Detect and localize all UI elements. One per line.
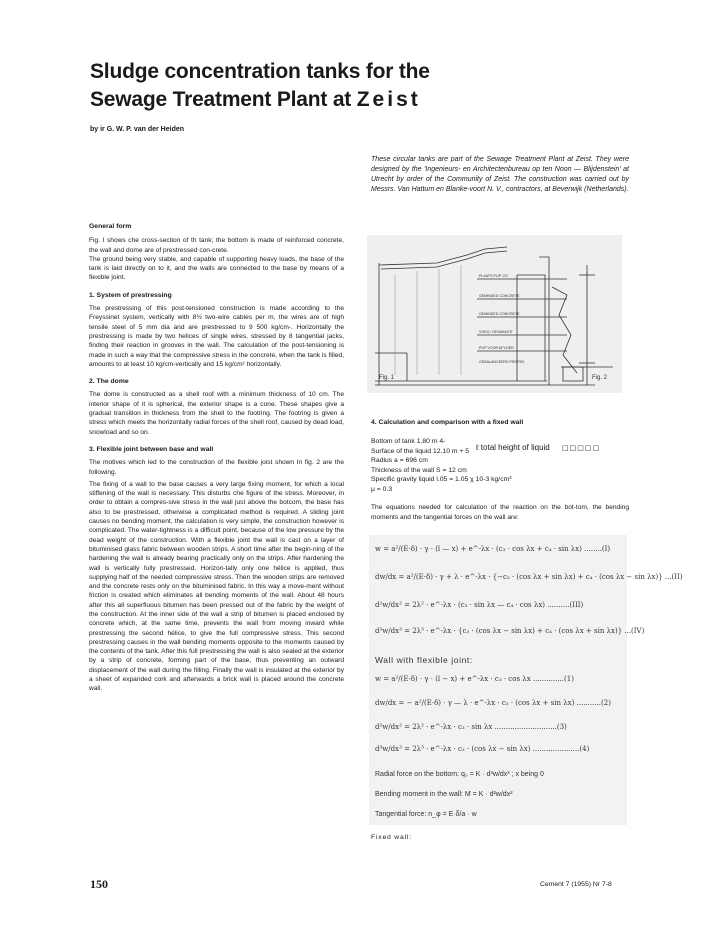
section-1-paragraph: The prestressing of this post-tensioned construction is made according to the Freyssinet system, vertically with 8½ two-wire cables per m, the wires are of high tensile steel of 5 mm dia and are prestressed to 9 500 kg/cm-. Horizontally the prestressing is made by two helices of single wires, stressed by 8 tangential jacks, finding their reaction in grooves in the wall. The calculation of the post-tensioning is made in such a way that the compressive stress in the concrete, when the tank is filled, amounts to at least 10 kg/cm-vertically and 15 kg/cm² horizontally. xyxy=(89,305,344,368)
left-column xyxy=(89,222,344,694)
parameter-list xyxy=(371,437,629,494)
cross-section-drawing xyxy=(367,235,622,393)
param-radius: Radius a = 696 cm xyxy=(371,457,428,465)
article-title xyxy=(90,58,510,114)
section-2-heading: 2. The dome xyxy=(89,378,129,386)
equation-II: dw/dx = a²/(E·δ) · γ + λ · e^-λx · {−c₃ · (cos λx + sin λx) + c₄ · (cos λx − sin λx)} ...(II) xyxy=(375,573,683,581)
equation-2: dw/dx = − a²/(E·δ) · γ — λ · e^-λx · c₃ · (cos λx + sin λx) ...........(2) xyxy=(375,699,611,707)
journal-reference: Cement 7 (1955) Nr 7-8 xyxy=(540,881,612,888)
param-thickness: Thickness of the wall S = 12 cm xyxy=(371,466,467,474)
figure-label-6: GEBALANCEERD PROFIEL xyxy=(479,360,525,364)
fig1-label: Fig. 1 xyxy=(379,375,395,381)
section-4-heading: 4. Calculation and comparison with a fixed wall xyxy=(371,419,524,426)
section-3-paragraph-2: The fixing of a wall to the base causes a very large fixing moment, for which a local stiffening of the wall is necessary. This disturbs che figure of the stress. Moreover, in order to obtain a compres-sive stress in the wall just above the botcom, the base has also to be prestressed, otherwise a complicated method is required. A sliding joint causes no bending moment, the calculation is very simple, the construction however is complicated. The water-tightness is a difficult point, because of the low pressure by the dead weight of the construction. With a flexible joint the wall is cast on a layer of bituminised glass fabric between wooden strips. A short time after the begin-ning of the hardening the wall is already bearing practically only on the strips. After hardening the wall is vertically fully prestressed. Horizon-tally only one hélice is applied, thus supplying half of the needed compressive stress. Then the wooden strips are removed and the concrete rests only on the bituminised fabric. In this way a move-ment without friction is created which eliminates all bending moments of the wall. About 48 hours after this all superfluous bitumen has been pressed out of the fabric by the weight of the construction. At the inner side of the wall a strip of bitumen is placed enclosed by concrete which, at the same time, prevents the wall from moving inward while prestressing the second hélice, to give the full compressive stress. This second prestressing causes in the wall bending moments opposite to the moments caused by the contents of the tank. After this full prestressing the wall is also sealed at the exterior by a strip of concrete, forming part of the base, thus preventing an outward displacement of the wall during the filling. Finally the wall is insulated at the exterior by a sheet of expanded cork and afterwards a brick wall is placed around the concrete wall. xyxy=(89,480,344,693)
page-number: 150 xyxy=(90,877,108,891)
equation-I: w = a²/(E·δ) · γ · (l — x) + e^-λx · (c₃ · cos λx + c₄ · sin λx) ........(I) xyxy=(375,545,611,553)
general-form-heading: General form xyxy=(89,223,132,230)
figure-label-5: PIJP VOOR AFVOER xyxy=(479,346,514,350)
title-line-1: Sludge concentration tanks for the xyxy=(90,60,430,83)
param-bottom: Bottom of tank 1.80 m 4- xyxy=(371,438,446,446)
tangential-force-eq: Tangential force: n_φ = E·δ/a · w xyxy=(375,811,477,818)
param-surface: Surface of the liquid 12.10 m + 5 xyxy=(371,447,470,455)
section-2-paragraph: The dome is constructed as a shell roof with a minimum thickness of 10 cm. The interior shape of it is spherical, the exterior shape is a cone. These shapes give a gradual transition in thickness from the shell to the footring. The footring is given a stress which meets the horizontally radial forces of the shell roof, caused by dead load, snowload and so on. xyxy=(89,391,344,436)
fixed-wall-label: Fixed wall: xyxy=(371,834,412,841)
flexible-joint-heading: Wall with flexible joint: xyxy=(375,655,473,665)
fig2-label: Fig. 2 xyxy=(592,375,608,381)
right-column xyxy=(371,418,629,522)
equation-4: d³w/dx³ = 2λ³ · e^-λx · c₃ · (cos λx − sin λx) .....................(4) xyxy=(375,745,590,753)
overlap-text xyxy=(476,443,600,454)
general-form-paragraph-2: The ground being very stable, and capable of supporting heavy loads, the base of the tank is laid directly on to it, and the walls are connected to the base by means of a flexible joint. xyxy=(89,255,344,282)
section-3-heading: 3. Flexible joint between base and wall xyxy=(89,445,214,453)
figure-label-1: PLAATS PIJP 1½" xyxy=(479,274,509,278)
equations-intro: The equations needed for calculation of the reaction on the bot-tom, the bending moments and the tangential forces on the wall are: xyxy=(371,504,629,521)
general-form-paragraph-1: Fig. I shows che cross-section of th tank; the bottom is made of reinforced concrete, the wall and dome are of prestressed con-crete. xyxy=(89,237,344,254)
param-mu: μ = 0.3 xyxy=(371,485,393,493)
overlap-boxes: □□□□□ xyxy=(561,444,601,453)
cross-section-figure xyxy=(367,235,622,393)
figure-label-2: GEMINDED CONCRETE xyxy=(479,294,520,298)
equation-III: d²w/dx² = 2λ² · e^-λx · (c₃ · sin λx — c₄ · cos λx) ..........(III) xyxy=(375,601,584,609)
section-1-heading: 1. System of prestressing xyxy=(89,291,172,299)
radial-force-eq: Radial force on the bottom: q₀ = K · d³w/dx³ ; x being 0 xyxy=(375,771,544,778)
equation-3: d²w/dx² = 2λ² · e^-λx · c₃ · sin λx ............................(3) xyxy=(375,723,567,731)
param-specific-gravity: Specific gravity liquid l.05 = 1.05 χ 10-3 kg/cm³ xyxy=(371,476,512,484)
title-line-2 xyxy=(90,86,510,114)
section-3-paragraph-1: The motives which led to the construction of the flexible joist shown In fig. 2 are the following. xyxy=(89,459,344,476)
equation-1: w = a²/(E·δ) · γ · (l − x) + e^-λx · c₃ · cos λx ..............(1) xyxy=(375,675,574,683)
bending-moment-eq: Bending moment in the wall: M = K · d²w/dx² xyxy=(375,791,513,798)
title-line-2-a: Sewage Treatment Plant at xyxy=(90,88,357,111)
overlap-text-label: ℓ total height of liquid xyxy=(476,443,550,453)
author-byline: by ir G. W. P. van der Heiden xyxy=(90,126,185,133)
figure-label-4: VOEG / GEMANCHT xyxy=(479,330,513,334)
title-line-2-b: Zeist xyxy=(356,88,421,111)
equation-IV: d³w/dx³ = 2λ³ · e^-λx · {c₃ · (cos λx − sin λx) + c₄ · (cos λx + sin λx)} ...(IV) xyxy=(375,627,645,635)
figure-label-3: GEMINDED CONCRETE xyxy=(479,312,520,316)
intro-paragraph: These circular tanks are part of the Sewage Treatment Plant at Zeist. They were designed by the 'Ingenieurs- en Architectenbureau op ten Noon — Blijdenstein' at Utrecht by order of the Community of Zeist. The construction was carried out by Messrs. Van Hattum en Blanke-voort N. V., contractors, at Beverwijk (Netherlands). xyxy=(371,156,629,193)
equations-panel xyxy=(369,535,683,825)
